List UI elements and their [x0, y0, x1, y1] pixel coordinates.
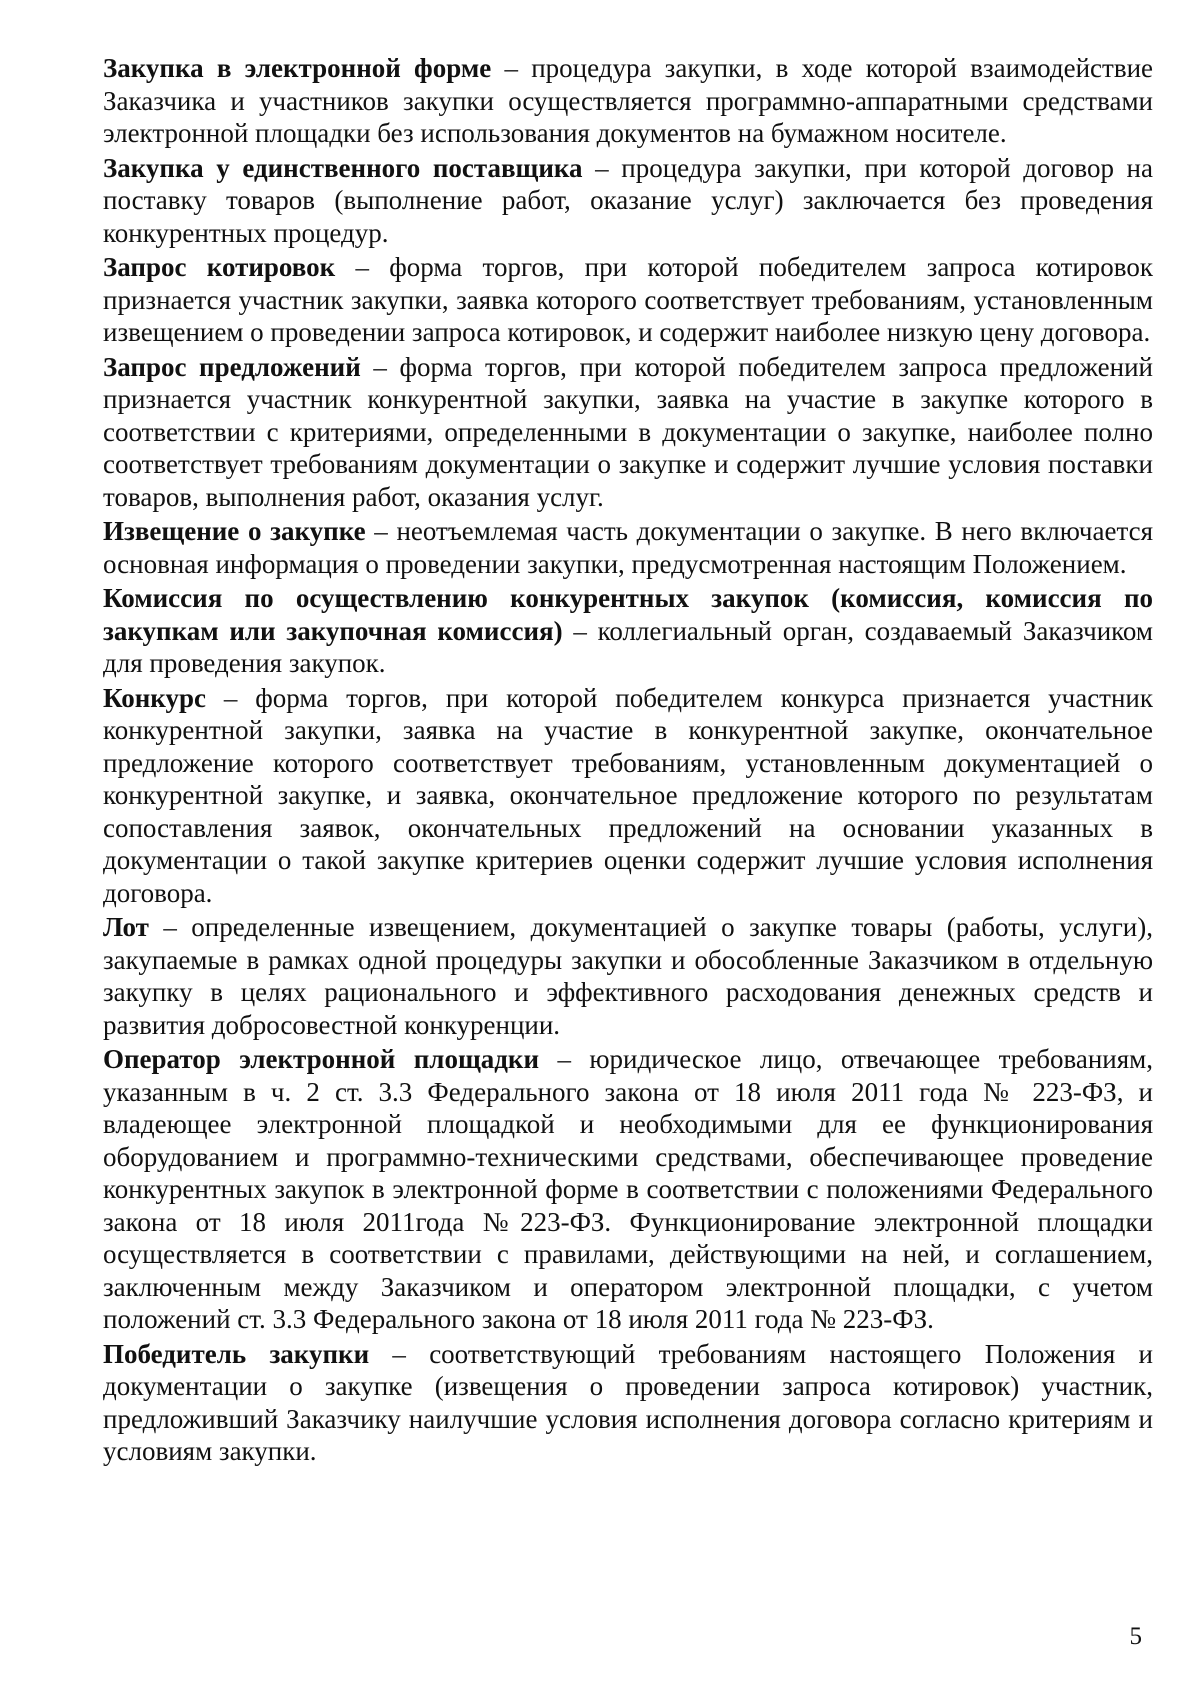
- definition-text-6: – коллегиальный орган, создаваемый Заказчиком для проведения закупок.: [103, 615, 1153, 678]
- definition-10: [103, 1338, 1153, 1468]
- term-2: Закупка у единственного поставщика: [103, 152, 583, 183]
- term-7: Конкурс: [103, 682, 206, 713]
- definition-6: [103, 582, 1153, 680]
- definition-text-5: – неотъемлемая часть документации о закупке. В него включается основная информация о проведении закупки, предусмотренная настоящим Положением.: [103, 516, 1153, 579]
- definition-5: [103, 515, 1153, 580]
- page-number: 5: [1129, 1623, 1142, 1650]
- definition-text-7: – форма торгов, при которой победителем конкурса признается участник конкурентной закупки, заявка на участие в конкурентной закупке, окончательное предложение которого соответствует требованиям, установленным документацией о конкурентной закупке, и заявка, окончательное предложение которого по результатам сопоставления заявок, окончательных предложений на основании указанных в документации о такой закупке критериев оценки содержит лучшие условия исполнения договора.: [103, 682, 1153, 908]
- term-5: Извещение о закупке: [103, 516, 366, 546]
- term-3: Запрос котировок: [103, 252, 336, 282]
- term-8: Лот: [103, 912, 149, 942]
- definition-8: [103, 911, 1153, 1041]
- definition-7: [103, 682, 1153, 910]
- term-6: Комиссия по осуществлению конкурентных закупок (комиссия, комиссия по закупкам или закупочная комиссия): [103, 583, 1153, 646]
- definition-text-4: – форма торгов, при которой победителем запроса предложений признается участник конкурентной закупки, заявка на участие в закупке которого в соответствии с критериями, определенными в документации о закупке, наиболее полно соответствует требованиям документации о закупке и содержит лучшие условия поставки товаров, выполнения работ, оказания услуг.: [103, 351, 1153, 512]
- definition-1: [103, 52, 1153, 150]
- definition-9: [103, 1043, 1153, 1336]
- term-4: Запрос предложений: [103, 351, 361, 382]
- definition-3: [103, 251, 1153, 349]
- definition-text-10: – соответствующий требованиям настоящего Положения и документации о закупке (извещения о проведении запроса котировок) участник, предложивший Заказчику наилучшие условия исполнения договора согласно критериям и условиям закупки.: [103, 1338, 1153, 1466]
- definition-4: [103, 351, 1153, 514]
- term-9: Оператор электронной площадки: [103, 1044, 540, 1074]
- definitions-list: [103, 52, 1153, 1470]
- definition-2: [103, 152, 1153, 250]
- definition-text-2: – процедура закупки, при которой договор на поставку товаров (выполнение работ, оказание услуг) заключается без проведения конкурентных процедур.: [103, 152, 1153, 248]
- term-10: Победитель закупки: [103, 1338, 370, 1369]
- definition-text-8: – определенные извещением, документацией о закупке товары (работы, услуги), закупаемые в рамках одной процедуры закупки и обособленные Заказчиком в отдельную закупку в целях рационального и эффективного расходования денежных средств и развития добросовестной конкуренции.: [103, 912, 1153, 1040]
- definition-text-3: – форма торгов, при которой победителем запроса котировок признается участник закупки, заявка которого соответствует требованиям, установленным извещением о проведении запроса котировок, и содержит наиболее низкую цену договора.: [103, 252, 1153, 347]
- definition-text-9: – юридическое лицо, отвечающее требованиям, указанным в ч. 2 ст. 3.3 Федерального закона от 18 июля 2011 года № 223-ФЗ, и владеющее электронной площадкой и необходимыми для ее функционирования оборудованием и программно-техническими средствами, обеспечивающее проведение конкурентных закупок в электронной форме в соответствии с положениями Федерального закона от 18 июля 2011года №223-ФЗ. Функционирование электронной площадки осуществляется в соответствии с правилами, действующими на ней, и соглашением, заключенным между Заказчиком и оператором электронной площадки, с учетом положений ст. 3.3 Федерального закона от 18 июля 2011 года № 223-ФЗ.: [103, 1044, 1153, 1334]
- definition-text-1: – процедура закупки, в ходе которой взаимодействие Заказчика и участников закупки осуществляется программно-аппаратными средствами электронной площадки без использования документов на бумажном носителе.: [103, 53, 1153, 148]
- term-1: Закупка в электронной форме: [103, 53, 492, 83]
